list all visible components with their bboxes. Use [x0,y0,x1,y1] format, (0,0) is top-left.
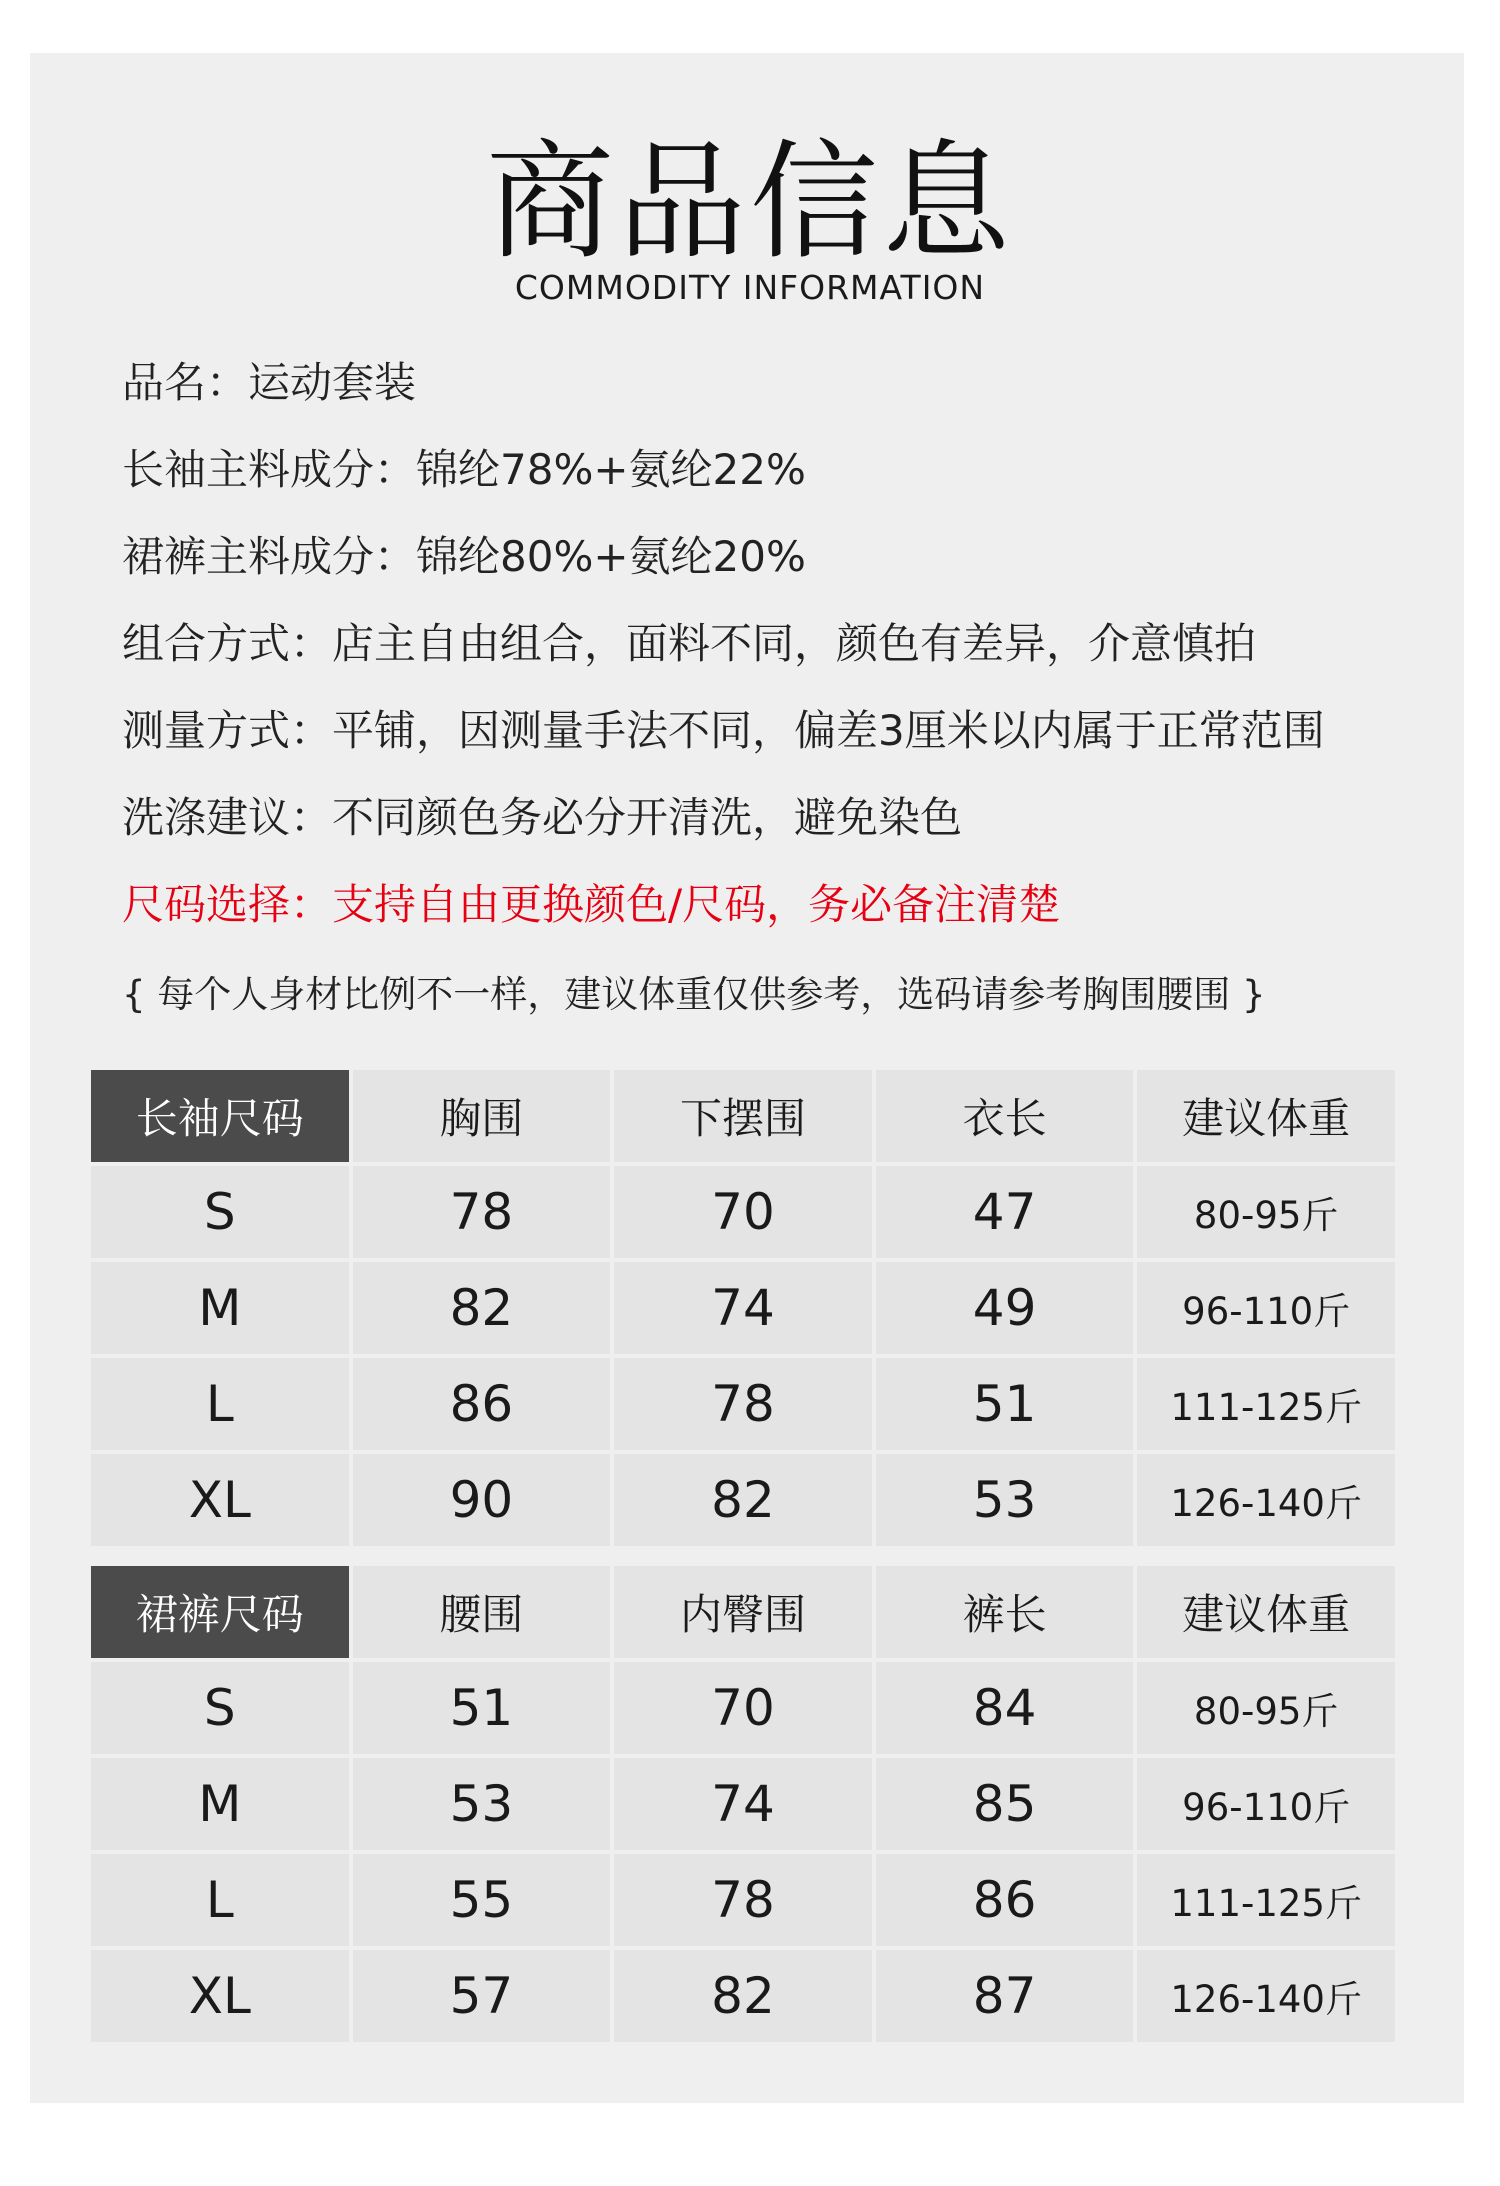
table-cell: 57 [353,1950,611,2042]
info-bottom-fabric: 裙裤主料成分：锦纶80%+氨纶20% [122,532,806,581]
page-title: 商品信息 [485,128,1014,277]
table-row [91,1662,1395,1754]
bottom-size-table [87,1562,1399,2046]
header-cell: 下摆围 [614,1070,872,1162]
table-row [91,1166,1395,1258]
page-subtitle: COMMODITY INFORMATION [514,268,986,307]
header-cell: 衣长 [876,1070,1134,1162]
table-cell: 78 [353,1166,611,1258]
table-cell: 111-125斤 [1137,1358,1395,1450]
header-cell-size: 长袖尺码 [91,1070,349,1162]
table-cell: 126-140斤 [1137,1950,1395,2042]
table-cell: M [91,1262,349,1354]
header-cell: 胸围 [353,1070,611,1162]
table-row [91,1854,1395,1946]
header-cell: 裤长 [876,1566,1134,1658]
info-size-choice: 尺码选择：支持自由更换颜色/尺码，务必备注清楚 [122,880,1061,929]
table-cell: L [91,1854,349,1946]
table-row [91,1758,1395,1850]
table-cell: 55 [353,1854,611,1946]
table-cell: 53 [876,1454,1134,1546]
table-cell: XL [91,1454,349,1546]
table-cell: 126-140斤 [1137,1454,1395,1546]
table-cell: 82 [614,1454,872,1546]
table-row [91,1358,1395,1450]
product-info [122,352,1422,961]
table-cell: 111-125斤 [1137,1854,1395,1946]
table-cell: 84 [876,1662,1134,1754]
table-cell: 78 [614,1358,872,1450]
table-cell: 74 [614,1758,872,1850]
header-cell: 建议体重 [1137,1566,1395,1658]
table-cell: 82 [614,1950,872,2042]
table-cell: 87 [876,1950,1134,2042]
table-row [91,1262,1395,1354]
table-cell: 49 [876,1262,1134,1354]
info-measure: 测量方式：平铺，因测量手法不同，偏差3厘米以内属于正常范围 [122,706,1325,755]
table-cell: 90 [353,1454,611,1546]
table-cell: 70 [614,1662,872,1754]
table-cell: S [91,1166,349,1258]
table-cell: 96-110斤 [1137,1758,1395,1850]
table-cell: 85 [876,1758,1134,1850]
table-cell: 74 [614,1262,872,1354]
table-cell: 51 [876,1358,1134,1450]
info-name: 品名：运动套装 [122,358,417,407]
table-cell: L [91,1358,349,1450]
header-cell-size: 裙裤尺码 [91,1566,349,1658]
table-row [91,1454,1395,1546]
info-wash: 洗涤建议：不同颜色务必分开清洗，避免染色 [122,793,963,842]
table-header-row [91,1566,1395,1658]
header-cell: 内臀围 [614,1566,872,1658]
table-header-row [91,1070,1395,1162]
table-cell: S [91,1662,349,1754]
top-size-table [87,1066,1399,1550]
table-cell: 86 [353,1358,611,1450]
table-cell: 80-95斤 [1137,1662,1395,1754]
table-cell: 70 [614,1166,872,1258]
table-cell: M [91,1758,349,1850]
table-cell: 86 [876,1854,1134,1946]
table-cell: 80-95斤 [1137,1166,1395,1258]
table-cell: 51 [353,1662,611,1754]
table-cell: 47 [876,1166,1134,1258]
table-cell: XL [91,1950,349,2042]
table-cell: 78 [614,1854,872,1946]
table-cell: 53 [353,1758,611,1850]
table-cell: 82 [353,1262,611,1354]
info-top-fabric: 长袖主料成分：锦纶78%+氨纶22% [122,445,806,494]
table-cell: 96-110斤 [1137,1262,1395,1354]
size-note: { 每个人身材比例不一样，建议体重仅供参考，选码请参考胸围腰围 } [122,973,1266,1016]
table-row [91,1950,1395,2042]
header-cell: 建议体重 [1137,1070,1395,1162]
header-cell: 腰围 [353,1566,611,1658]
info-combination: 组合方式：店主自由组合，面料不同，颜色有差异，介意慎拍 [122,619,1257,668]
